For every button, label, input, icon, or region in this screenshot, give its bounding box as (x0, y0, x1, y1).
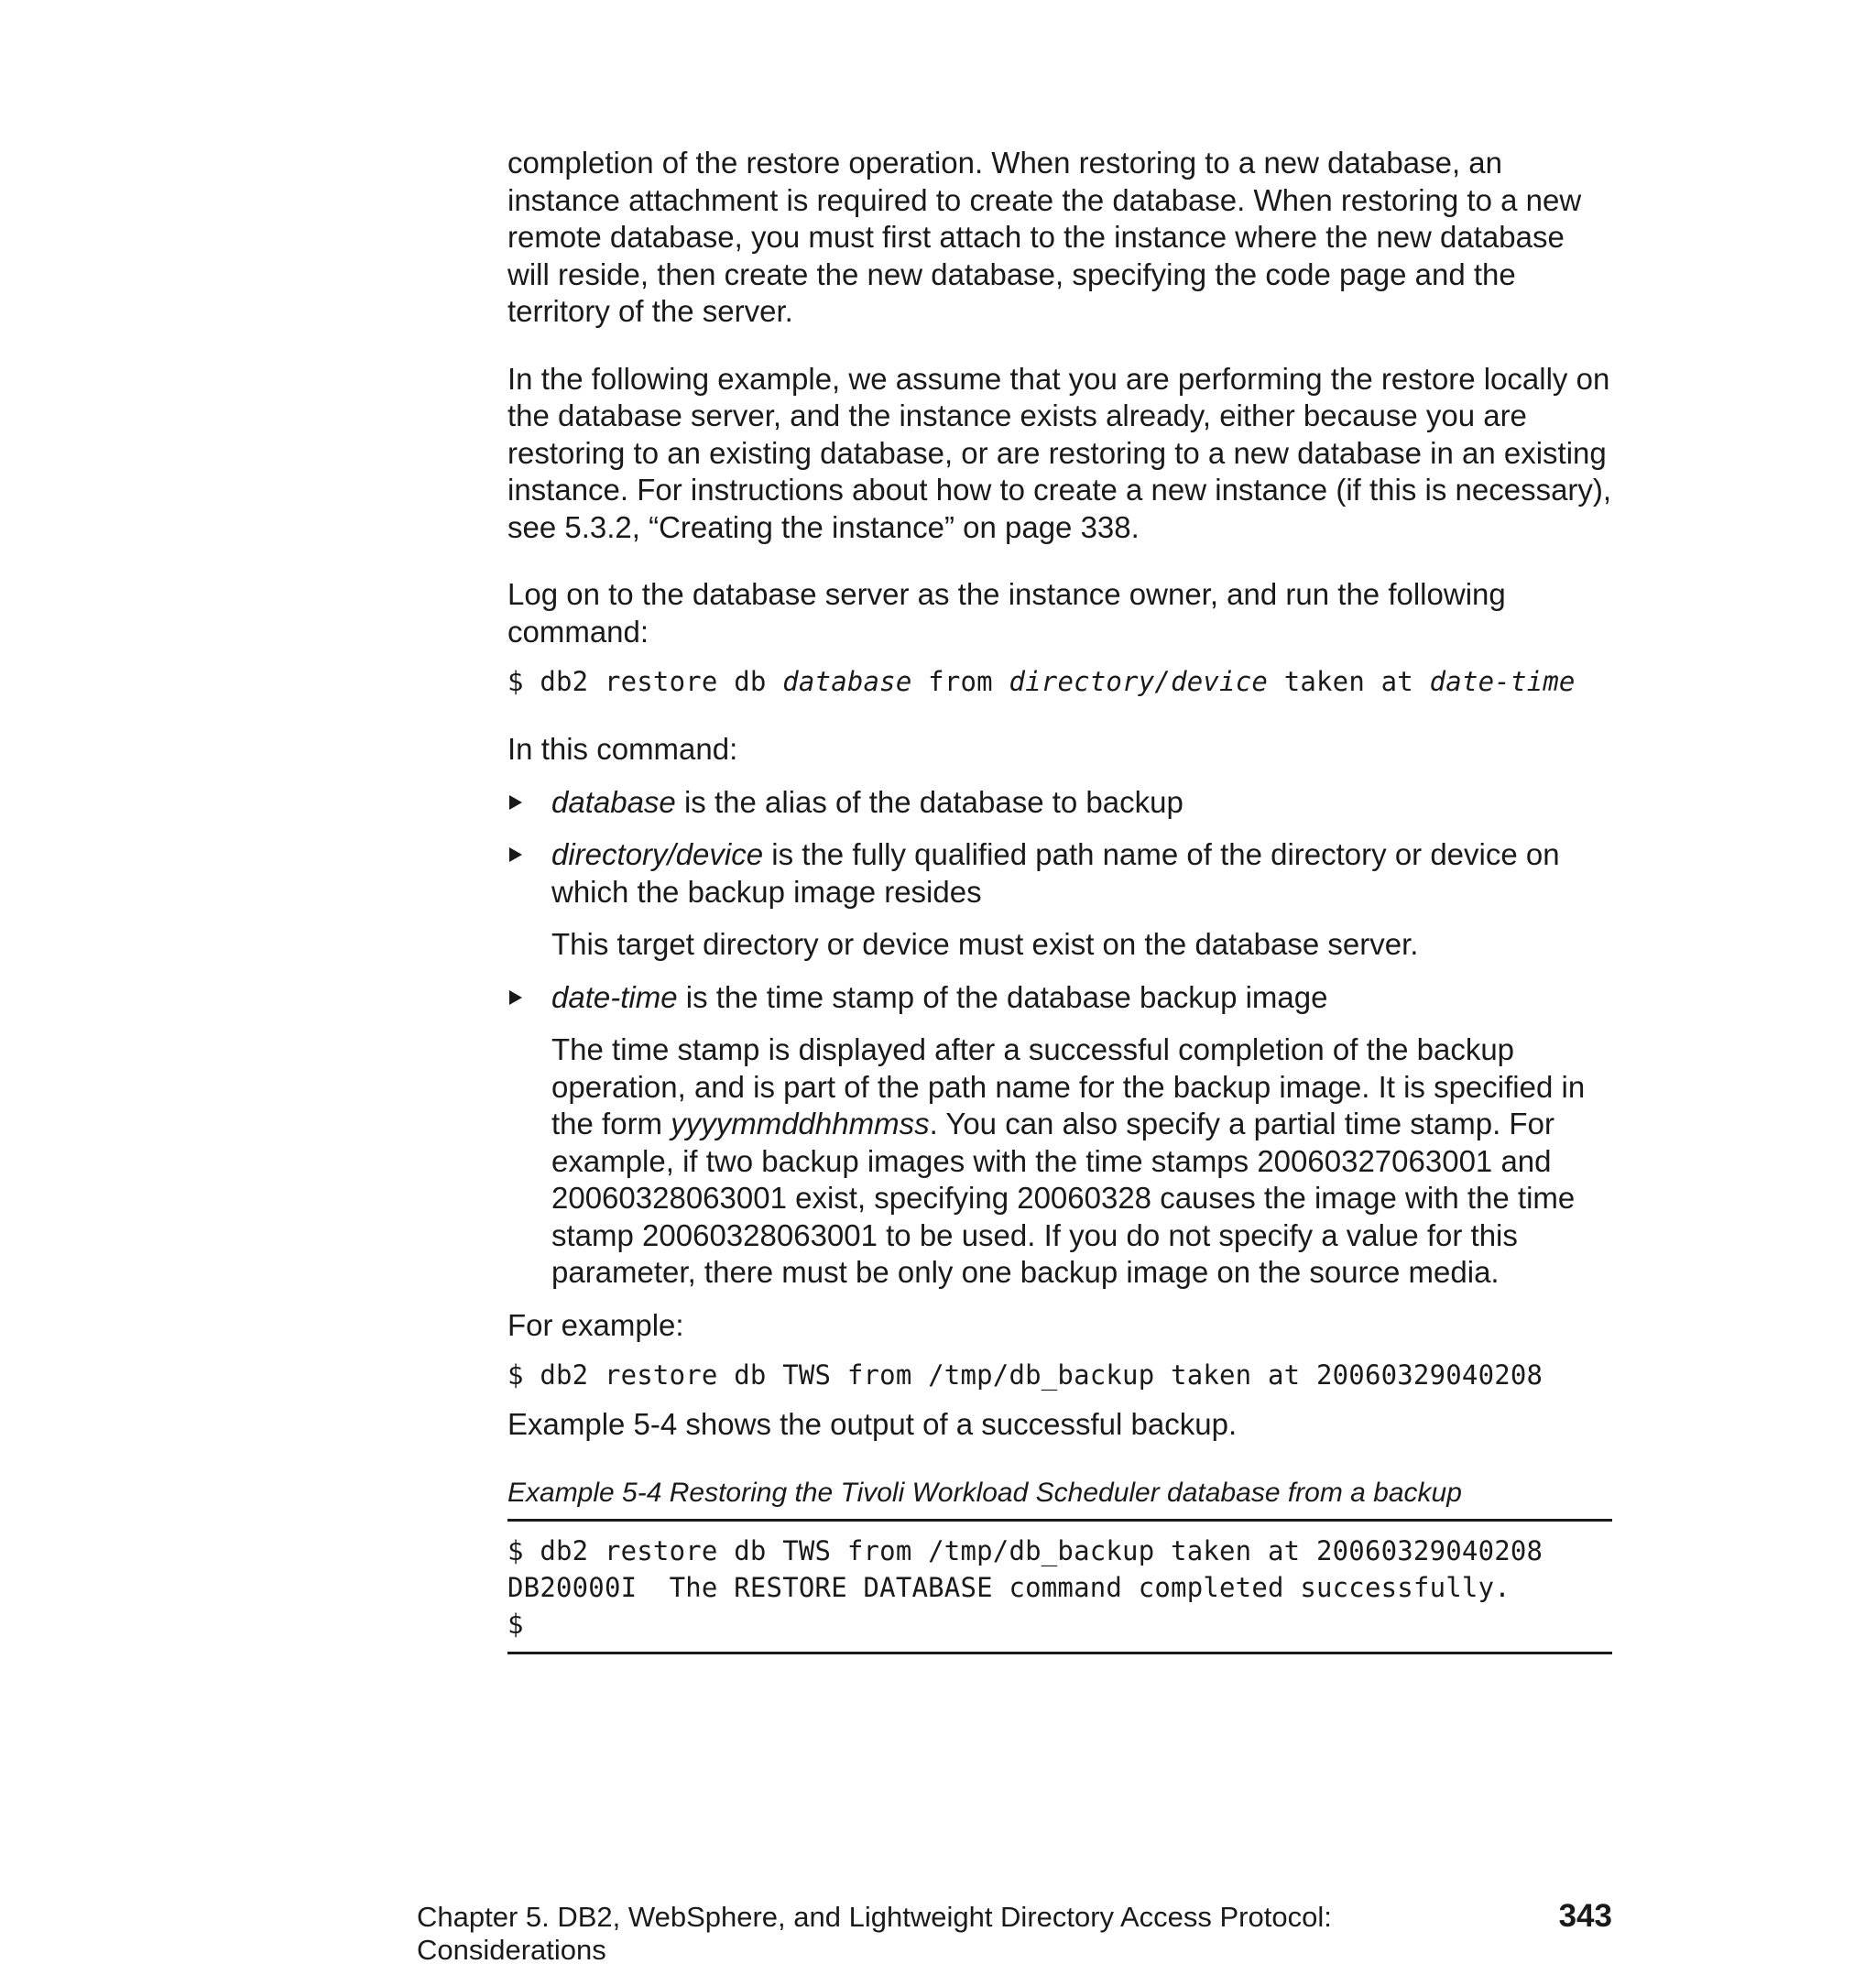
command-taken: taken at (1268, 666, 1430, 697)
example-code-box (507, 1519, 1612, 1654)
command-arg-datetime: date-time (1429, 666, 1576, 697)
bullet-arrow-icon (509, 847, 522, 862)
example-line: $ db2 restore db TWS from /tmp/db_backup taken at 20060329040208 (507, 1534, 1543, 1566)
desc-datetime: is the time stamp of the database backup image (677, 979, 1328, 1014)
desc-directory: is the fully qualified path name of the directory or device on which the backup image resides (551, 837, 1560, 909)
desc-database: is the alias of the database to backup (675, 784, 1183, 819)
command-prefix: $ db2 restore db (507, 666, 783, 697)
page-number: 343 (1558, 1898, 1612, 1934)
command-arg-database: database (782, 666, 912, 697)
footer-chapter-title: Chapter 5. DB2, WebSphere, and Lightweight Directory Access Protocol: Considerations (417, 1901, 1332, 1966)
example-line: $ (507, 1608, 524, 1640)
note-datetime-part2: . You can also specify a partial time stamp. For example, if two backup images with the time stamps 20060327063001 and 20060328063001 exist, specifying 20060328 causes the image with the time stamp 20060328063001 to be used. If you do not specify a value for this parameter, there must be only one backup image on the source media. (551, 1107, 1576, 1289)
command-from: from (911, 666, 1009, 697)
for-example-paragraph: For example: (507, 1307, 684, 1342)
following-example-paragraph: In the following example, we assume that you are performing the restore locally on the database server, and the instance exists already, either because you are restoring to an existing database, or are restoring to a new database in an existing instance. For instructions about how to create a new instance (if this is necessary), see 5.3.2, “Creating the instance” on page 338. (507, 361, 1612, 544)
list-item-directory (507, 836, 1612, 964)
list-item-database (507, 784, 1612, 822)
command-arg-directory: directory/device (1009, 666, 1269, 697)
example-command: $ db2 restore db TWS from /tmp/db_backup taken at 20060329040208 (507, 1359, 1543, 1391)
bullet-arrow-icon (509, 795, 522, 810)
command-syntax (507, 663, 1612, 700)
term-datetime: date-time (551, 979, 678, 1014)
page-footer (417, 1898, 1612, 1967)
parameter-list (507, 784, 1612, 1292)
intro-paragraph: completion of the restore operation. When restoring to a new database, an instance attachment is required to create the database. When restoring to a new remote database, you must first attach to the instance where the new database will reside, then create the new database, specifying the code page and the territory of the server. (507, 146, 1582, 328)
note-datetime-format: yyyymmddhhmmss (671, 1107, 930, 1140)
note-datetime-part1: The time stamp is displayed after a successful completion of the backup operation, and is part of the path name for the backup image. It is specified in the form (551, 1032, 1586, 1140)
note-datetime (551, 1031, 1612, 1292)
in-this-command-paragraph: In this command: (507, 732, 738, 766)
note-directory: This target directory or device must exist on the database server. (551, 927, 1419, 961)
term-database: database (551, 784, 676, 819)
example-reference-paragraph: Example 5-4 shows the output of a successful backup. (507, 1407, 1238, 1441)
example-caption: Example 5-4 Restoring the Tivoli Workload Scheduler database from a backup (507, 1477, 1462, 1508)
example-line: DB20000I The RESTORE DATABASE command completed successfully. (507, 1571, 1511, 1603)
bullet-arrow-icon (509, 990, 522, 1005)
term-directory: directory/device (551, 837, 764, 871)
main-content (507, 145, 1612, 1654)
list-item-datetime (507, 979, 1612, 1292)
logon-paragraph: Log on to the database server as the instance owner, and run the following command: (507, 577, 1506, 649)
